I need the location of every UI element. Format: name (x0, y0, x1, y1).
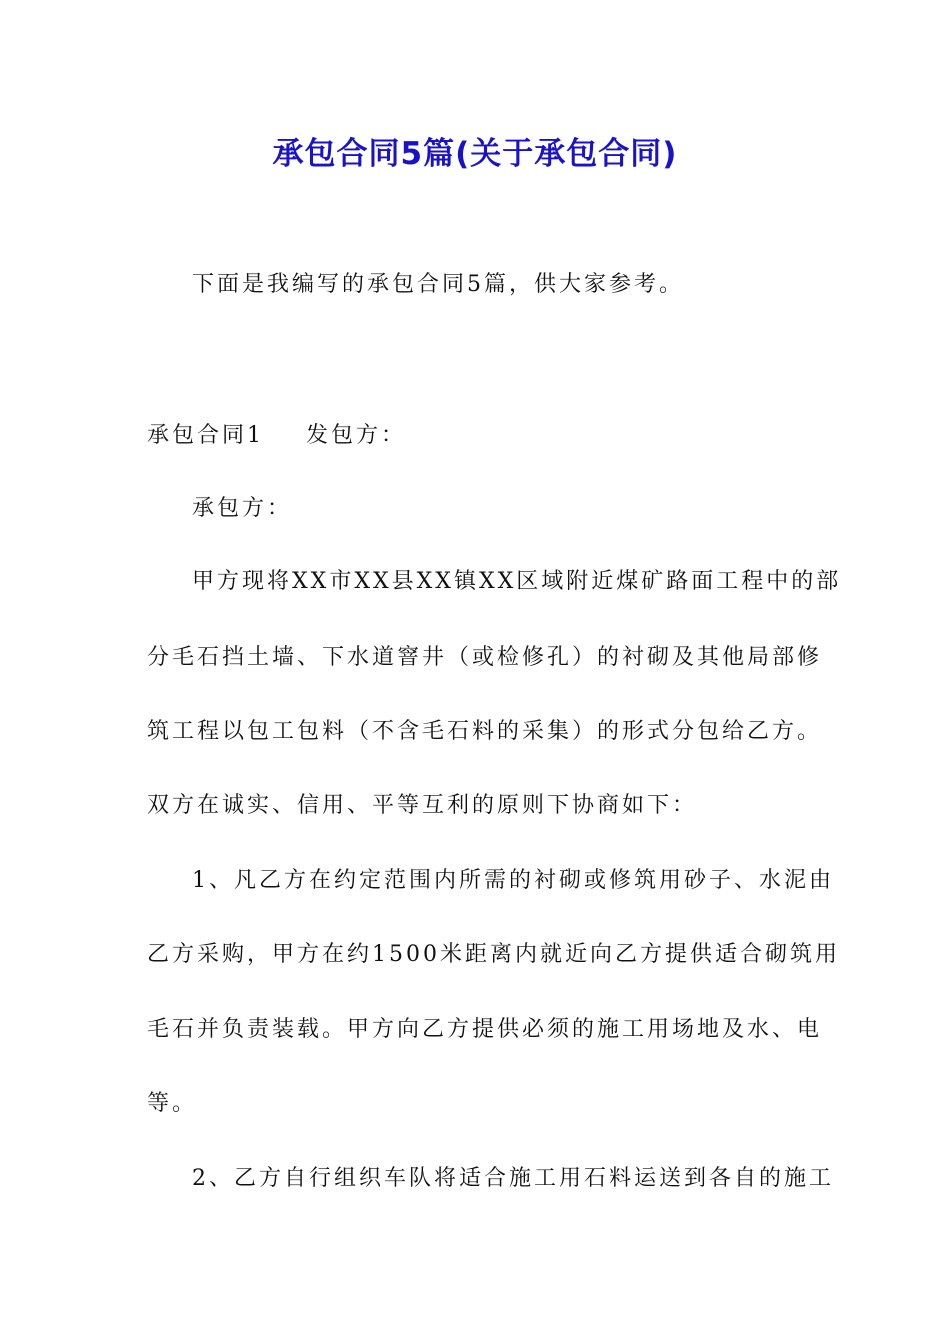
paragraph-line: 甲方现将XX市XX县XX镇XX区域附近煤矿路面工程中的部 (192, 569, 842, 594)
issuer-label: 发包方： (306, 423, 407, 448)
contractor-label: 承包方： (192, 496, 293, 521)
clause-line: 1、凡乙方在约定范围内所需的衬砌或修筑用砂子、水泥由 (192, 868, 834, 893)
clause-line: 2、乙方自行组织车队将适合施工用石料运送到各自的施工 (192, 1166, 834, 1191)
paragraph-line: 双方在诚实、信用、平等互利的原则下协商如下： (147, 793, 698, 818)
clause-line: 毛石并负责装载。甲方向乙方提供必须的施工用场地及水、电 (147, 1017, 823, 1042)
intro-paragraph: 下面是我编写的承包合同5篇，供大家参考。 (192, 272, 684, 297)
clause-line: 等。 (147, 1091, 198, 1116)
paragraph-line: 筑工程以包工包料（不含毛石料的采集）的形式分包给乙方。 (147, 719, 823, 744)
clause-line: 乙方采购，甲方在约1500米距离内就近向乙方提供适合砌筑用 (147, 942, 840, 967)
document-title: 承包合同5篇(关于承包合同) (272, 136, 678, 172)
section-heading: 承包合同1 (147, 423, 264, 448)
paragraph-line: 分毛石挡土墙、下水道窨井（或检修孔）的衬砌及其他局部修 (147, 645, 823, 670)
